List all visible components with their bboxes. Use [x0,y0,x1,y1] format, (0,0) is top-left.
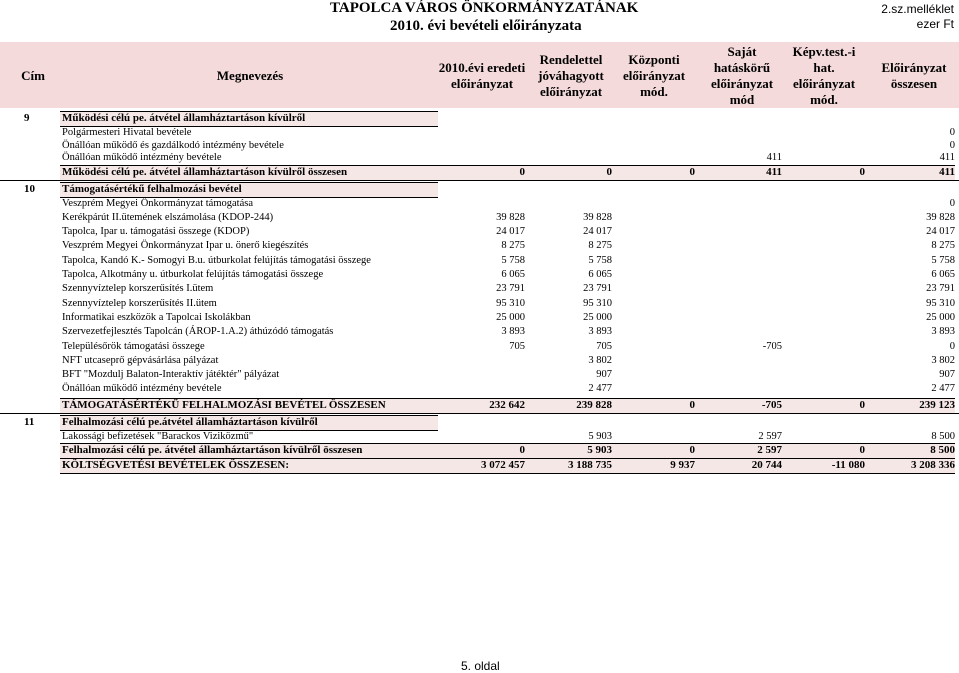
value-col-4: 411 [766,165,782,178]
value-col-6: 3 802 [931,354,955,366]
value-col-4: 2 597 [757,444,782,457]
grand-total-row [0,459,959,471]
row-label: Önállóan működő intézmény bevétele [62,383,222,395]
value-col-1: 25 000 [496,311,525,323]
value-col-6: 907 [939,369,955,381]
value-col-6: 411 [939,165,955,178]
table-row [0,140,959,152]
value-col-6: 23 791 [926,283,955,295]
table-row [0,312,959,324]
table-row [0,383,959,395]
section-heading: Működési célú pe. átvétel államháztartáson kívülről [62,112,306,124]
document-title: TAPOLCA VÁROS ÖNKORMÁNYZATÁNAK [330,0,639,16]
table-row [0,212,959,224]
value-col-1: 39 828 [496,211,525,223]
value-col-2: 8 275 [588,240,612,252]
value-col-5: 0 [859,398,865,411]
value-col-1: 0 [519,165,525,178]
header-c2: Rendelettel jóváhagyott előirányzat [538,52,604,99]
value-col-6: 0 [949,127,955,138]
row-label: Szervezetfejlesztés Tapolcán (ÁROP-1.A.2) áthúzódó támogatás [62,326,334,338]
value-col-6: 5 758 [931,254,955,266]
value-col-6: 0 [949,139,955,151]
section-total-label: Felhalmozási célú pe. átvétel államháztartáson kívülről összesen [62,444,363,457]
section-code: 9 [24,112,30,124]
value-col-6: 411 [939,152,955,163]
value-col-1: 3 072 457 [481,459,525,472]
attachment-label: 2.sz.melléklet [881,2,954,16]
row-label: Polgármesteri Hivatal bevétele [62,127,192,138]
table-row [0,431,959,443]
value-col-1: 6 065 [501,269,525,280]
value-col-6: 239 123 [919,398,955,411]
section-heading-row [0,112,959,124]
value-col-4: 20 744 [751,459,782,472]
section-total-label: Működési célú pe. átvétel államháztartáson kívülről összesen [62,165,348,178]
value-col-6: 39 828 [926,211,955,223]
value-col-3: 0 [689,165,695,178]
value-col-5: -11 080 [831,459,865,472]
row-label: Tapolca, Alkotmány u. útburkolat felújítás támogatási összege [62,269,324,280]
header-cim: Cím [21,68,45,83]
value-col-2: 6 065 [588,269,612,280]
grand-total-label: KÖLTSÉGVETÉSI BEVÉTELEK ÖSSZESEN: [62,459,290,472]
value-col-6: 8 275 [931,240,955,252]
value-col-4: -705 [761,398,782,411]
page-number: 5. oldal [461,659,500,673]
section-separator [0,413,959,414]
table-row [0,369,959,381]
value-col-1: 3 893 [501,326,525,338]
value-col-5: 0 [859,165,865,178]
table-row [0,341,959,353]
table-header [0,42,959,108]
value-col-3: 0 [689,398,695,411]
header-c3: Központi előirányzat mód. [622,52,686,99]
table-row [0,298,959,310]
value-col-2: 23 791 [583,283,612,295]
value-col-3: 0 [689,444,695,457]
section-code: 10 [24,182,35,195]
value-col-6: 24 017 [926,226,955,238]
section-heading: Felhalmozási célú pe.átvétel államháztartáson kívülről [62,415,318,428]
value-col-3: 9 937 [670,459,695,472]
header-c1: 2010.évi eredeti előirányzat [438,60,526,91]
table-row [0,127,959,139]
value-col-1: 5 758 [501,254,525,266]
row-label: NFT utcaseprő gépvásárlása pályázat [62,354,219,366]
value-col-1: 23 791 [496,283,525,295]
value-col-1: 705 [509,340,525,352]
value-col-6: 2 477 [931,383,955,395]
unit-label: ezer Ft [916,17,954,31]
value-col-6: 6 065 [931,269,955,280]
value-col-1: 0 [519,444,525,457]
value-col-2: 5 903 [587,444,612,457]
section-heading-row [0,183,959,195]
table-row [0,283,959,295]
row-label: Szennyvíztelep korszerűsítés I.ütem [62,283,214,295]
row-label: BFT "Mozdulj Balaton-Interaktív játéktér" pályázat [62,369,280,381]
value-col-2: 239 828 [576,398,612,411]
section-heading-row [0,416,959,428]
value-col-2: 3 893 [588,326,612,338]
value-col-6: 95 310 [926,297,955,309]
value-col-2: 0 [606,165,612,178]
value-col-2: 39 828 [583,211,612,223]
value-col-4: 411 [766,152,782,163]
value-col-2: 3 802 [588,354,612,366]
row-label: Önállóan működő intézmény bevétele [62,152,222,163]
value-col-1: 24 017 [496,226,525,238]
section-total-row [0,399,959,411]
value-col-4: 2 597 [758,430,782,442]
row-label: Kerékpárút II.ütemének elszámolása (KDOP-244) [62,211,274,223]
value-col-2: 2 477 [588,383,612,395]
table-row [0,355,959,367]
row-label: Informatikai eszközök a Tapolcai Iskolákban [62,311,251,323]
row-label: Veszprém Megyei Önkormányzat támogatása [62,197,253,209]
table-row [0,152,959,164]
value-col-1: 232 642 [489,398,525,411]
value-col-5: 0 [859,444,865,457]
value-col-6: 0 [949,340,955,352]
row-label: Tapolca, Ipar u. támogatási összege (KDOP) [62,226,250,238]
section-heading: Támogatásértékű felhalmozási bevétel [62,182,242,195]
value-col-6: 0 [949,197,955,209]
value-col-2: 3 188 735 [568,459,612,472]
row-label: Lakossági befizetések "Barackos Viziközmű" [62,430,254,442]
value-col-2: 5 903 [588,430,612,442]
row-label: Veszprém Megyei Önkormányzat Ipar u. önerő kiegészítés [62,240,309,252]
header-c5: Képv.test.-i hat. előirányzat mód. [792,44,856,107]
section-total-row [0,444,959,456]
document-subtitle: 2010. évi bevételi előirányzata [390,18,582,34]
section-code: 11 [24,415,35,428]
header-megnevezes: Megnevezés [216,68,284,83]
header-c4: Saját hatáskörű előirányzat mód [710,44,774,107]
table-row [0,326,959,338]
section-total-label: TÁMOGATÁSÉRTÉKŰ FELHALMOZÁSI BEVÉTEL ÖSSZESEN [62,398,386,411]
row-label: Szennyvíztelep korszerűsítés II.ütem [62,297,217,309]
value-col-6: 8 500 [931,430,955,442]
row-label: Önállóan működő és gazdálkodó intézmény bevétele [62,139,284,151]
value-col-2: 24 017 [583,226,612,238]
row-label: Tapolca, Kandó K.- Somogyi B.u. útburkolat felújítás támogatási összege [62,254,371,266]
section-separator [0,180,959,181]
header-c6: Előirányzat összesen [881,60,947,91]
value-col-6: 25 000 [926,311,955,323]
table-row [0,226,959,238]
value-col-1: 8 275 [501,240,525,252]
value-col-6: 8 500 [930,444,955,457]
value-col-6: 3 893 [931,326,955,338]
value-col-2: 5 758 [588,254,612,266]
value-col-4: -705 [762,340,782,352]
table-row [0,198,959,210]
value-col-6: 3 208 336 [911,459,955,472]
value-col-2: 95 310 [583,297,612,309]
table-row [0,269,959,281]
table-row [0,240,959,252]
value-col-2: 705 [596,340,612,352]
value-col-1: 95 310 [496,297,525,309]
value-col-2: 907 [596,369,612,381]
value-col-2: 25 000 [583,311,612,323]
table-row [0,255,959,267]
row-label: Településőrök támogatási összege [62,340,205,352]
section-total-row [0,166,959,178]
